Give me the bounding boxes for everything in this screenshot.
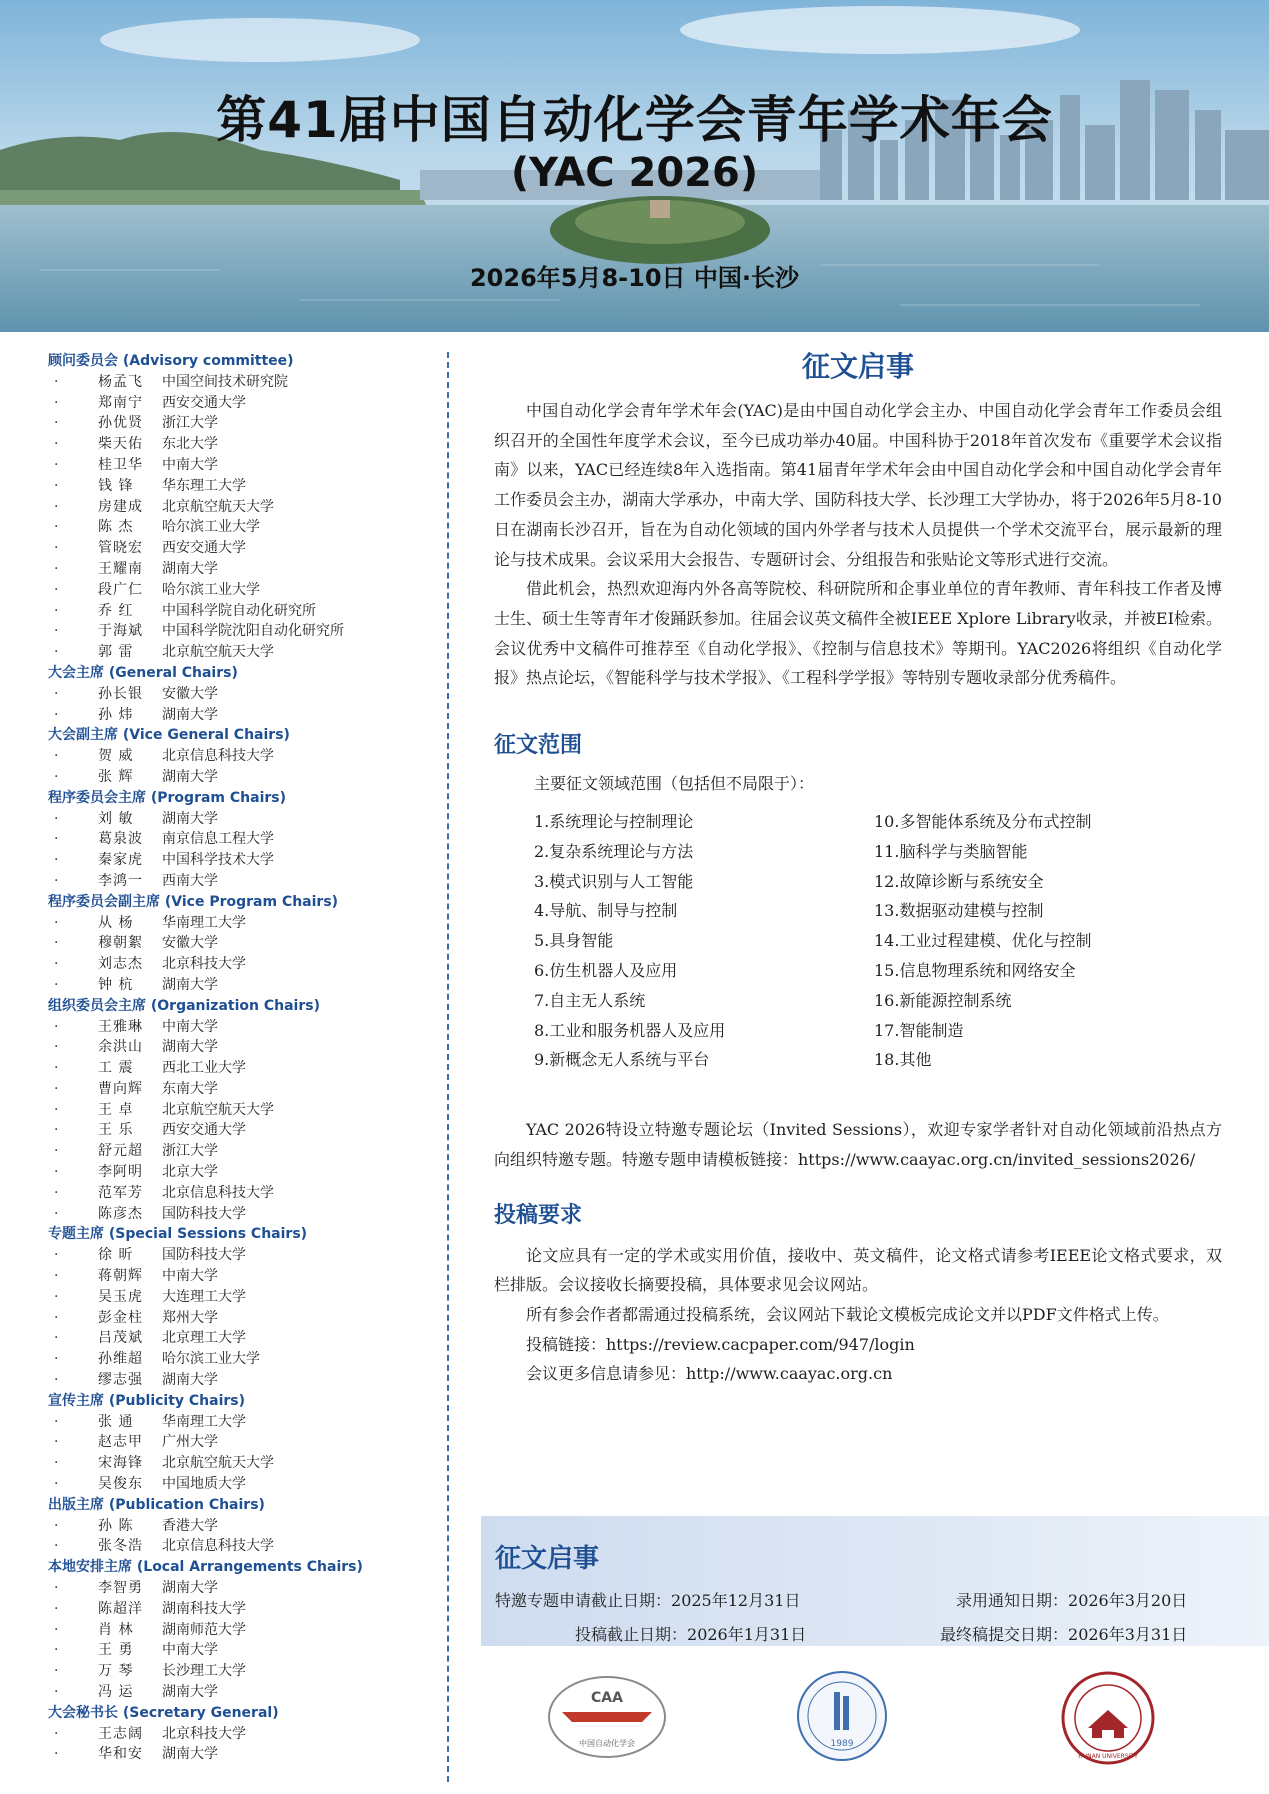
topic-item: 5.具身智能 [534, 931, 614, 951]
more-info-link[interactable]: 会议更多信息请参见：http://www.caayac.org.cn [526, 1364, 893, 1384]
bullet-icon: · [54, 810, 59, 827]
submission-heading: 投稿要求 [494, 1201, 583, 1228]
bullet-icon: · [54, 956, 59, 973]
committee-member [48, 455, 433, 476]
bullet-icon: · [54, 1101, 59, 1118]
member-affiliation: 北京大学 [162, 1164, 218, 1181]
member-affiliation: 浙江大学 [162, 415, 218, 432]
committee-member [48, 413, 433, 434]
deadline-heading: 征文启事 [495, 1544, 600, 1574]
member-name: 徐 昕 [98, 1247, 134, 1264]
committee-member [48, 1058, 433, 1079]
bullet-icon: · [54, 1434, 59, 1451]
caa-logo [542, 1672, 672, 1762]
topic-column-right [874, 807, 1214, 1075]
topic-grid [494, 807, 1222, 1075]
member-affiliation: 国防科技大学 [162, 1205, 246, 1222]
member-name: 王耀南 [98, 560, 143, 577]
member-name: 刘 敏 [98, 810, 134, 827]
final-submission-value: 2026年3月31日 [1068, 1625, 1188, 1644]
bullet-icon: · [54, 1684, 59, 1700]
bullet-icon: · [54, 1642, 59, 1659]
committee-member [48, 476, 433, 497]
member-name: 从 杨 [98, 914, 134, 931]
committee-member [48, 684, 433, 705]
committee-member [48, 1100, 433, 1121]
committee-member [48, 580, 433, 601]
member-name: 郑南宁 [98, 394, 143, 411]
committee-member [48, 538, 433, 559]
column-divider [447, 352, 449, 1782]
final-submission-label: 最终稿提交日期： [940, 1625, 1069, 1644]
final-submission-date [940, 1622, 1187, 1645]
topic-item: 1.系统理论与控制理论 [534, 812, 694, 832]
committee-member [48, 393, 433, 414]
submission-link[interactable]: 投稿链接：https://review.cacpaper.com/947/login [526, 1334, 915, 1354]
topic-item: 18.其他 [874, 1050, 932, 1070]
member-affiliation: 湖南大学 [162, 706, 218, 723]
bullet-icon: · [54, 436, 59, 453]
bullet-icon: · [54, 768, 59, 785]
topic-item: 10.多智能体系统及分布式控制 [874, 812, 1092, 832]
member-affiliation: 长沙理工大学 [162, 1663, 246, 1680]
member-affiliation: 北京信息科技大学 [162, 1184, 274, 1201]
bullet-icon: · [54, 914, 59, 931]
bullet-icon: · [54, 1247, 59, 1264]
bullet-icon: · [54, 1413, 59, 1430]
member-name: 陈 杰 [98, 519, 134, 536]
committee-member [48, 809, 433, 830]
member-affiliation: 广州大学 [162, 1434, 218, 1451]
deadline-box [481, 1516, 1269, 1646]
committee-member [48, 1640, 433, 1661]
topic-item: 4.导航、制导与控制 [534, 901, 678, 921]
member-affiliation: 浙江大学 [162, 1143, 218, 1160]
member-name: 王雅琳 [98, 1018, 143, 1035]
committee-heading: 本地安排主席 (Local Arrangements Chairs) [48, 1559, 363, 1576]
committee-member [48, 1474, 433, 1495]
committee-member [48, 850, 433, 871]
caa-logo-subtext: 中国自动化学会 [579, 1739, 635, 1748]
bullet-icon: · [54, 1039, 59, 1056]
member-affiliation: 国防科技大学 [162, 1247, 246, 1264]
bullet-icon: · [54, 872, 59, 889]
committee-member [48, 1079, 433, 1100]
topic-item: 6.仿生机器人及应用 [534, 961, 678, 981]
bullet-icon: · [54, 1122, 59, 1139]
submission-paragraph-1: 论文应具有一定的学术或实用价值，接收中、英文稿件，论文格式请参考IEEE论文格式要求，双栏排版。会议接收长摘要投稿，具体要求见会议网站。 [494, 1245, 1222, 1295]
committee-member [48, 1744, 433, 1765]
committee-member [48, 1266, 433, 1287]
member-name: 秦家虎 [98, 852, 143, 869]
committee-member [48, 517, 433, 538]
member-name: 蒋朝辉 [98, 1268, 143, 1285]
bullet-icon: · [54, 1268, 59, 1285]
bullet-icon: · [54, 1143, 59, 1160]
call-intro-paragraph: 中国自动化学会青年学术年会(YAC)是由中国自动化学会主办、中国自动化学会青年工作委员会组织召开的全国性年度学术会议，至今已成功举办40届。中国科协于2018年首次发布《重要学术会议指南》以来，YAC已经连续8年入选指南。第41届青年学术年会由中国自动化学会和中国自动化学会青年工作委员会主办，湖南大学承办，中南大学、国防科技大学、长沙理工大学协办，将于2026年5月8-10日在湖南长沙召开，旨在为自动化领域的国内外学者与技术人员提供一个学术交流平台，展示最新的理论与技术成果。会议采用大会报告、专题研讨会、分组报告和张贴论文等形式进行交流。 [494, 401, 1222, 569]
member-affiliation: 中南大学 [162, 1018, 218, 1035]
member-name: 彭金柱 [98, 1309, 143, 1326]
member-name: 段广仁 [98, 581, 143, 598]
bullet-icon: · [54, 1372, 59, 1389]
committee-member [48, 829, 433, 850]
committee-member [48, 1578, 433, 1599]
committee-member [48, 1141, 433, 1162]
member-name: 陈超洋 [98, 1600, 143, 1617]
committee-member [48, 1037, 433, 1058]
member-name: 肖 林 [98, 1621, 134, 1638]
bullet-icon: · [54, 581, 59, 598]
member-affiliation: 中南大学 [162, 1268, 218, 1285]
member-name: 舒元超 [98, 1143, 143, 1160]
committee-member [48, 767, 433, 788]
topic-item: 14.工业过程建模、优化与控制 [874, 931, 1092, 951]
scope-heading: 征文范围 [494, 732, 583, 759]
member-affiliation: 湖南大学 [162, 1746, 218, 1763]
member-name: 陈彦杰 [98, 1205, 143, 1222]
member-name: 钱 锋 [98, 477, 134, 494]
committee-heading: 大会秘书长 (Secretary General) [48, 1704, 279, 1721]
member-name: 宋海锋 [98, 1455, 143, 1472]
member-affiliation: 南京信息工程大学 [162, 831, 274, 848]
member-name: 柴天佑 [98, 436, 143, 453]
bullet-icon: · [54, 456, 59, 473]
member-name: 冯 运 [98, 1684, 134, 1700]
youth-committee-logo [796, 1666, 888, 1766]
submission-paragraph-2: 所有参会作者都需通过投稿系统，会议网站下载论文模板完成论文并以PDF文件格式上传。 [526, 1305, 1169, 1325]
member-affiliation: 北京科技大学 [162, 1725, 246, 1742]
member-name: 穆朝絮 [98, 935, 143, 952]
member-name: 于海斌 [98, 623, 143, 640]
call-welcome-paragraph: 借此机会，热烈欢迎海内外各高等院校、科研院所和企事业单位的青年教师、青年科技工作者及博士生、硕士生等青年才俊踊跃参加。往届会议英文稿件全被IEEE Xplore Library收录，并被EI检索。会议优秀中文稿件可推荐至《自动化学报》、《控制与信息技术》等期刊。YAC2026将组织《自动化学报》热点论坛，《智能科学与技术学报》、《工程科学学报》等特别专题收录部分优秀稿件。 [494, 579, 1222, 688]
bullet-icon: · [54, 623, 59, 640]
committee-heading: 专题主席 (Special Sessions Chairs) [48, 1226, 308, 1243]
member-name: 杨孟飞 [98, 373, 143, 390]
member-name: 曹向辉 [98, 1080, 143, 1097]
committee-heading: 宣传主席 (Publicity Chairs) [48, 1392, 246, 1409]
bullet-icon: · [54, 1288, 59, 1305]
committee-member [48, 954, 433, 975]
committee-member [48, 1453, 433, 1474]
member-name: 张冬浩 [98, 1538, 143, 1555]
committee-member [48, 559, 433, 580]
bullet-icon: · [54, 1746, 59, 1763]
member-affiliation: 湖南大学 [162, 1580, 218, 1597]
bullet-icon: · [54, 976, 59, 993]
member-name: 钟 杭 [98, 976, 134, 993]
member-name: 李智勇 [98, 1580, 143, 1597]
committee-member [48, 1349, 433, 1370]
notification-date-value: 2026年3月20日 [1068, 1591, 1188, 1610]
member-affiliation: 香港大学 [162, 1517, 218, 1534]
committee-member [48, 1599, 433, 1620]
committee-member [48, 1620, 433, 1641]
submission-deadline-label: 投稿截止日期： [575, 1625, 688, 1644]
member-affiliation: 安徽大学 [162, 935, 218, 952]
member-name: 王志阔 [98, 1725, 143, 1742]
bullet-icon: · [54, 373, 59, 390]
bullet-icon: · [54, 1205, 59, 1222]
committee-heading: 程序委员会主席 (Program Chairs) [48, 789, 287, 806]
committee-member [48, 1328, 433, 1349]
committee-member [48, 1412, 433, 1433]
member-name: 孙维超 [98, 1351, 143, 1368]
member-affiliation: 安徽大学 [162, 685, 218, 702]
bullet-icon: · [54, 498, 59, 515]
member-affiliation: 湖南师范大学 [162, 1621, 246, 1638]
conference-title: 第41届中国自动化学会青年学术年会 [216, 91, 1053, 149]
member-name: 郭 雷 [98, 644, 134, 661]
bullet-icon: · [54, 852, 59, 869]
committee-member [48, 1120, 433, 1141]
committee-member [48, 621, 433, 642]
member-affiliation: 华东理工大学 [162, 477, 246, 494]
member-affiliation: 中南大学 [162, 456, 218, 473]
member-name: 赵志甲 [98, 1434, 143, 1451]
committee-heading: 大会主席 (General Chairs) [48, 664, 238, 681]
bullet-icon: · [54, 1725, 59, 1742]
call-for-papers [494, 346, 1222, 1389]
member-name: 管晓宏 [98, 540, 143, 557]
member-affiliation: 东北大学 [162, 436, 218, 453]
committee-member [48, 746, 433, 767]
committee-member [48, 1287, 433, 1308]
member-name: 吴玉虎 [98, 1288, 143, 1305]
topic-item: 2.复杂系统理论与方法 [534, 841, 694, 861]
committee-member [48, 1162, 433, 1183]
topic-item: 17.智能制造 [874, 1020, 964, 1040]
bullet-icon: · [54, 1600, 59, 1617]
member-name: 房建成 [98, 498, 143, 515]
member-affiliation: 中国科学技术大学 [162, 852, 274, 869]
committee-member [48, 1432, 433, 1453]
scope-intro: 主要征文领域范围（包括但不局限于）： [534, 774, 815, 794]
bullet-icon: · [54, 415, 59, 432]
bullet-icon: · [54, 1455, 59, 1472]
committee-member [48, 1370, 433, 1391]
committee-heading: 顾问委员会 (Advisory committee) [48, 353, 294, 369]
bullet-icon: · [54, 1621, 59, 1638]
bullet-icon: · [54, 1080, 59, 1097]
member-affiliation: 西安交通大学 [162, 1122, 246, 1139]
committee-member [48, 1183, 433, 1204]
committee-member [48, 372, 433, 393]
member-name: 李阿明 [98, 1164, 143, 1181]
member-affiliation: 哈尔滨工业大学 [162, 581, 260, 598]
notification-date [956, 1588, 1187, 1611]
member-name: 余洪山 [98, 1039, 143, 1056]
invited-sessions-paragraph: YAC 2026特设立特邀专题论坛（Invited Sessions），欢迎专家学者针对自动化领域前沿热点方向组织特邀专题。特邀专题申请模板链接：https://www.caayac.org.cn/invited_sessions2026/ [494, 1120, 1222, 1169]
member-affiliation: 西安交通大学 [162, 540, 246, 557]
member-affiliation: 华南理工大学 [162, 914, 246, 931]
header-banner [0, 0, 1269, 332]
committee-member [48, 642, 433, 663]
member-name: 桂卫华 [98, 456, 143, 473]
invited-deadline-label: 特邀专题申请截止日期： [495, 1591, 672, 1610]
bullet-icon: · [54, 519, 59, 536]
committee-member [48, 1536, 433, 1557]
bullet-icon: · [54, 1164, 59, 1181]
committee-member [48, 913, 433, 934]
hnu-logo-text: HUNAN UNIVERSITY [1078, 1753, 1138, 1760]
committee-member [48, 497, 433, 518]
member-affiliation: 北京航空航天大学 [162, 644, 274, 661]
member-name: 缪志强 [98, 1372, 143, 1389]
committee-member [48, 1308, 433, 1329]
bullet-icon: · [54, 1330, 59, 1347]
member-name: 李鸿一 [98, 872, 143, 889]
member-affiliation: 北京航空航天大学 [162, 498, 274, 515]
hunan-university-logo [1060, 1670, 1156, 1766]
bullet-icon: · [54, 1517, 59, 1534]
member-affiliation: 湖南大学 [162, 976, 218, 993]
member-affiliation: 北京科技大学 [162, 956, 246, 973]
bullet-icon: · [54, 602, 59, 619]
member-affiliation: 湖南大学 [162, 560, 218, 577]
topic-column-left [534, 807, 874, 1075]
member-affiliation: 哈尔滨工业大学 [162, 519, 260, 536]
bullet-icon: · [54, 706, 59, 723]
bullet-icon: · [54, 1351, 59, 1368]
bullet-icon: · [54, 1060, 59, 1077]
member-name: 孙长银 [98, 685, 143, 702]
submission-deadline-date: 2026年1月31日 [687, 1625, 807, 1644]
member-name: 王 乐 [98, 1122, 134, 1139]
bullet-icon: · [54, 1309, 59, 1326]
caa-logo-text: CAA [591, 1690, 623, 1706]
member-affiliation: 哈尔滨工业大学 [162, 1351, 260, 1368]
notification-date-label: 录用通知日期： [956, 1591, 1069, 1610]
topic-item: 8.工业和服务机器人及应用 [534, 1020, 726, 1040]
member-name: 刘志杰 [98, 956, 143, 973]
member-name: 孙 炜 [98, 706, 134, 723]
member-affiliation: 西安交通大学 [162, 394, 246, 411]
member-affiliation: 东南大学 [162, 1080, 218, 1097]
bullet-icon: · [54, 685, 59, 702]
member-affiliation: 中国空间技术研究院 [162, 373, 288, 390]
member-name: 万 琴 [98, 1663, 134, 1680]
youth-logo-year: 1989 [830, 1739, 854, 1749]
member-name: 华和安 [98, 1746, 143, 1763]
committee-member [48, 871, 433, 892]
committee-member [48, 975, 433, 996]
bullet-icon: · [54, 1018, 59, 1035]
member-name: 王 勇 [98, 1642, 134, 1659]
member-name: 工 震 [98, 1060, 134, 1077]
committee-member [48, 1661, 433, 1682]
member-name: 贺 威 [98, 748, 134, 765]
committee-member [48, 434, 433, 455]
bullet-icon: · [54, 1184, 59, 1201]
member-affiliation: 中国科学院沈阳自动化研究所 [162, 623, 344, 640]
committee-member [48, 705, 433, 726]
member-affiliation: 中南大学 [162, 1642, 218, 1659]
member-name: 王 卓 [98, 1101, 134, 1118]
member-name: 孙 陈 [98, 1517, 134, 1534]
member-affiliation: 湖南大学 [162, 768, 218, 785]
committee-member [48, 601, 433, 622]
bullet-icon: · [54, 1538, 59, 1555]
member-affiliation: 大连理工大学 [162, 1288, 246, 1305]
bullet-icon: · [54, 394, 59, 411]
member-affiliation: 华南理工大学 [162, 1413, 246, 1430]
topic-item: 15.信息物理系统和网络安全 [874, 961, 1076, 981]
committee-heading: 程序委员会副主席 (Vice Program Chairs) [48, 893, 339, 910]
member-affiliation: 湖南大学 [162, 1039, 218, 1056]
bullet-icon: · [54, 831, 59, 848]
committee-member [48, 1516, 433, 1537]
topic-item: 11.脑科学与类脑智能 [874, 841, 1028, 861]
member-affiliation: 湖南大学 [162, 1372, 218, 1389]
member-affiliation: 中国地质大学 [162, 1476, 246, 1493]
topic-item: 9.新概念无人系统与平台 [534, 1050, 710, 1070]
conference-date-location: 2026年5月8-10日 中国·长沙 [469, 264, 800, 292]
committee-member [48, 933, 433, 954]
committee-member [48, 1724, 433, 1745]
member-name: 葛泉波 [98, 831, 143, 848]
bullet-icon: · [54, 560, 59, 577]
member-name: 吴俊东 [98, 1476, 143, 1493]
member-affiliation: 湖南科技大学 [162, 1600, 246, 1617]
member-name: 张 通 [98, 1413, 134, 1430]
committee-list [48, 351, 433, 1765]
invited-deadline [495, 1588, 800, 1611]
member-affiliation: 西北工业大学 [162, 1060, 246, 1077]
conference-subtitle: (YAC 2026) [510, 150, 759, 196]
topic-item: 3.模式识别与人工智能 [534, 871, 694, 891]
member-name: 吕茂斌 [98, 1330, 143, 1347]
member-affiliation: 西南大学 [162, 872, 218, 889]
bullet-icon: · [54, 644, 59, 661]
committee-heading: 出版主席 (Publication Chairs) [48, 1496, 265, 1513]
submission-deadline [575, 1622, 806, 1645]
bullet-icon: · [54, 1580, 59, 1597]
member-affiliation: 湖南大学 [162, 810, 218, 827]
bullet-icon: · [54, 540, 59, 557]
bullet-icon: · [54, 477, 59, 494]
topic-item: 13.数据驱动建模与控制 [874, 901, 1044, 921]
topic-item: 7.自主无人系统 [534, 990, 646, 1010]
topic-item: 12.故障诊断与系统安全 [874, 871, 1044, 891]
committee-heading: 组织委员会主席 (Organization Chairs) [48, 997, 320, 1014]
member-name: 乔 红 [98, 602, 134, 619]
committee-heading: 大会副主席 (Vice General Chairs) [48, 727, 290, 744]
member-affiliation: 北京航空航天大学 [162, 1101, 274, 1118]
member-name: 范军芳 [98, 1184, 143, 1201]
member-name: 孙优贤 [98, 415, 143, 432]
committee-member [48, 1017, 433, 1038]
topic-item: 16.新能源控制系统 [874, 990, 1012, 1010]
bullet-icon: · [54, 748, 59, 765]
bullet-icon: · [54, 1476, 59, 1493]
member-affiliation: 北京信息科技大学 [162, 1538, 274, 1555]
member-affiliation: 湖南大学 [162, 1684, 218, 1700]
member-affiliation: 中国科学院自动化研究所 [162, 602, 316, 619]
invited-deadline-date: 2025年12月31日 [671, 1591, 801, 1610]
committee-member [48, 1245, 433, 1266]
bullet-icon: · [54, 1663, 59, 1680]
member-affiliation: 郑州大学 [162, 1309, 218, 1326]
member-affiliation: 北京航空航天大学 [162, 1455, 274, 1472]
member-affiliation: 北京理工大学 [162, 1330, 246, 1347]
member-affiliation: 北京信息科技大学 [162, 748, 274, 765]
bullet-icon: · [54, 935, 59, 952]
committee-member [48, 1682, 433, 1703]
call-heading: 征文启事 [801, 350, 914, 383]
committee-member [48, 1204, 433, 1225]
member-name: 张 辉 [98, 768, 134, 785]
